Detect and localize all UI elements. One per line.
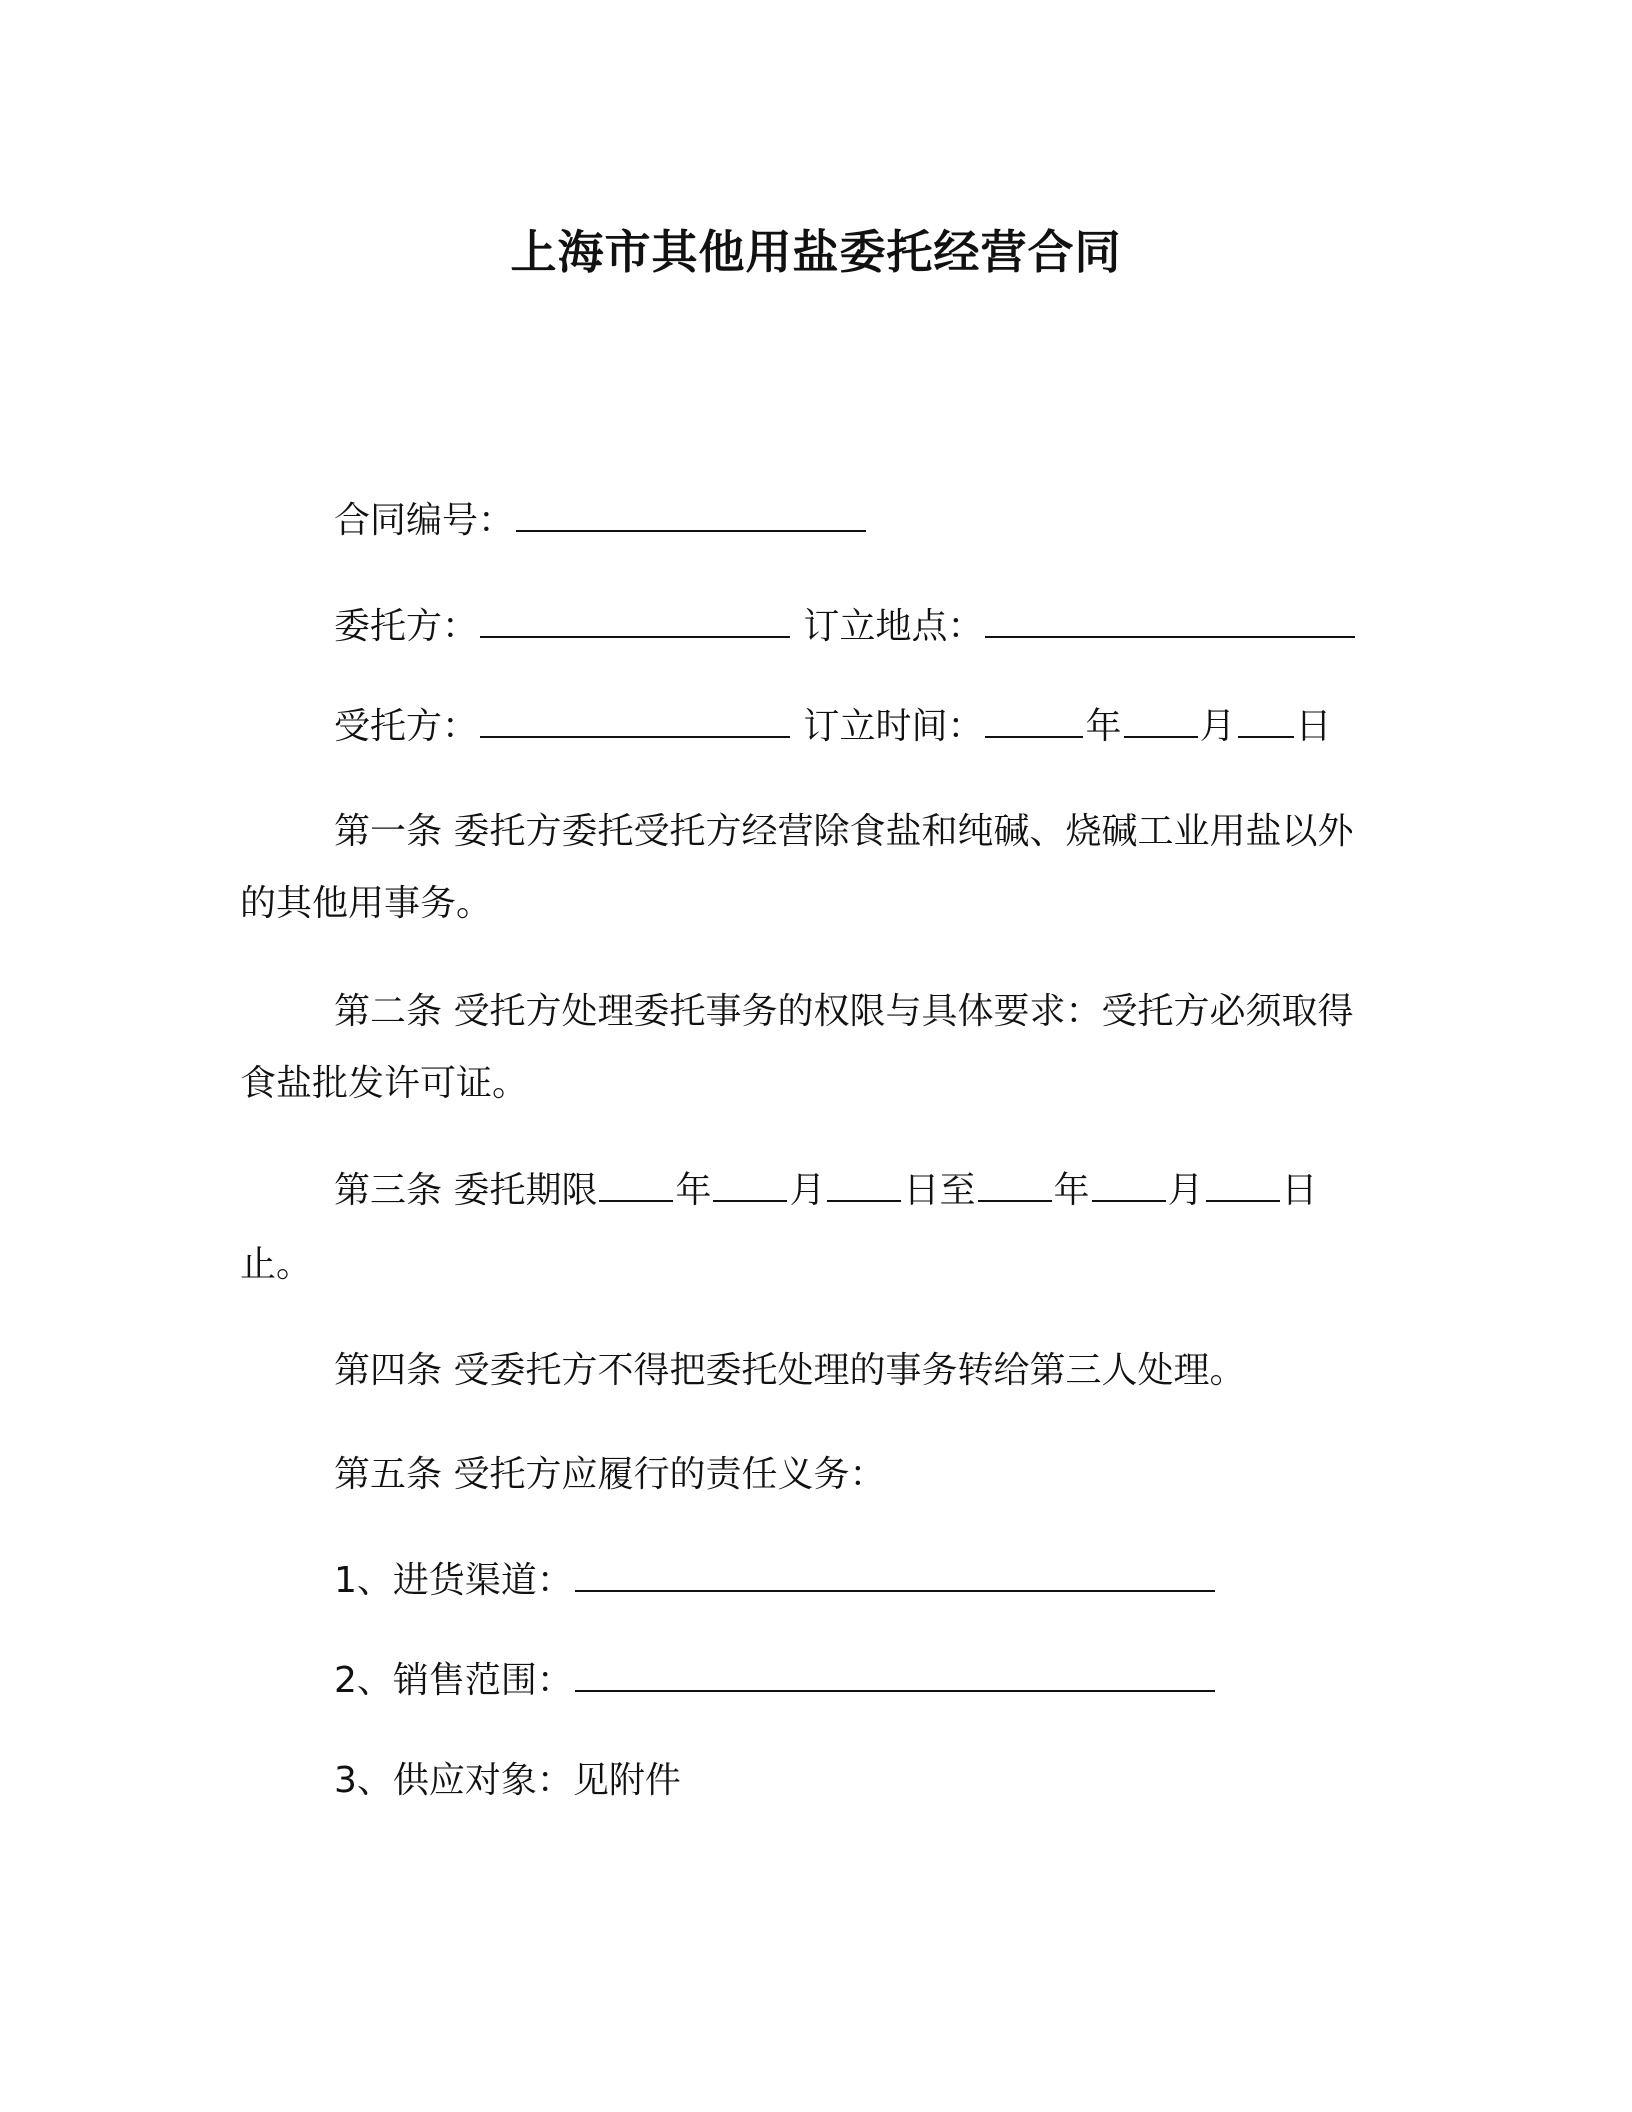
term-end-month-blank[interactable] — [1092, 1166, 1166, 1202]
term-start-year-blank[interactable] — [599, 1166, 673, 1202]
contract-number-label: 合同编号： — [334, 500, 515, 541]
sign-place-label: 订立地点： — [803, 606, 984, 647]
term-end-year-label: 年 — [1053, 1170, 1090, 1211]
term-end-day-label: 日 — [1281, 1170, 1318, 1211]
consignee-label: 受托方： — [334, 706, 479, 747]
term-start-month-blank[interactable] — [713, 1166, 787, 1202]
item-1-line — [334, 1556, 1217, 1606]
term-end-day-blank[interactable] — [1206, 1166, 1280, 1202]
consignor-blank[interactable] — [480, 602, 790, 638]
consignee-blank[interactable] — [480, 702, 790, 738]
purchase-channel-blank[interactable] — [575, 1556, 1215, 1592]
item-1-label: 1、进货渠道： — [334, 1560, 573, 1601]
article-2: 第二条 受托方处理委托事务的权限与具体要求：受托方必须取得食盐批发许可证。 — [240, 991, 1354, 1104]
contract-number-blank[interactable] — [516, 496, 866, 532]
sign-year-blank[interactable] — [985, 702, 1083, 738]
sign-time-label: 订立时间： — [803, 706, 984, 747]
document-title: 上海市其他用盐委托经营合同 — [510, 225, 1122, 279]
term-end-year-blank[interactable] — [978, 1166, 1052, 1202]
consignor-line — [334, 602, 1357, 652]
article-4: 第四条 受委托方不得把委托处理的事务转给第三人处理。 — [334, 1350, 1246, 1391]
sign-month-label: 月 — [1199, 706, 1236, 747]
article-1: 第一条 委托方委托受托方经营除食盐和纯碱、烧碱工业用盐以外的其他用事务。 — [240, 811, 1354, 924]
article-5: 第五条 受托方应履行的责任义务： — [334, 1454, 886, 1495]
article-3-mid: 日至 — [903, 1170, 976, 1211]
sign-day-blank[interactable] — [1238, 702, 1294, 738]
item-2-line — [334, 1656, 1217, 1706]
article-3-line — [334, 1166, 1318, 1216]
contract-number-line — [334, 496, 868, 546]
term-start-year-label: 年 — [675, 1170, 712, 1211]
sign-month-blank[interactable] — [1124, 702, 1198, 738]
item-2-label: 2、销售范围： — [334, 1660, 573, 1701]
consignor-label: 委托方： — [334, 606, 479, 647]
item-3: 3、供应对象：见附件 — [334, 1760, 681, 1801]
sales-scope-blank[interactable] — [575, 1656, 1215, 1692]
article-3-end: 止。 — [240, 1244, 313, 1285]
term-end-month-label: 月 — [1167, 1170, 1204, 1211]
consignee-line — [334, 702, 1332, 752]
sign-place-blank[interactable] — [985, 602, 1355, 638]
sign-day-label: 日 — [1295, 706, 1332, 747]
sign-year-label: 年 — [1085, 706, 1122, 747]
term-start-day-blank[interactable] — [827, 1166, 901, 1202]
article-3-prefix: 第三条 委托期限 — [334, 1170, 598, 1211]
term-start-month-label: 月 — [789, 1170, 826, 1211]
